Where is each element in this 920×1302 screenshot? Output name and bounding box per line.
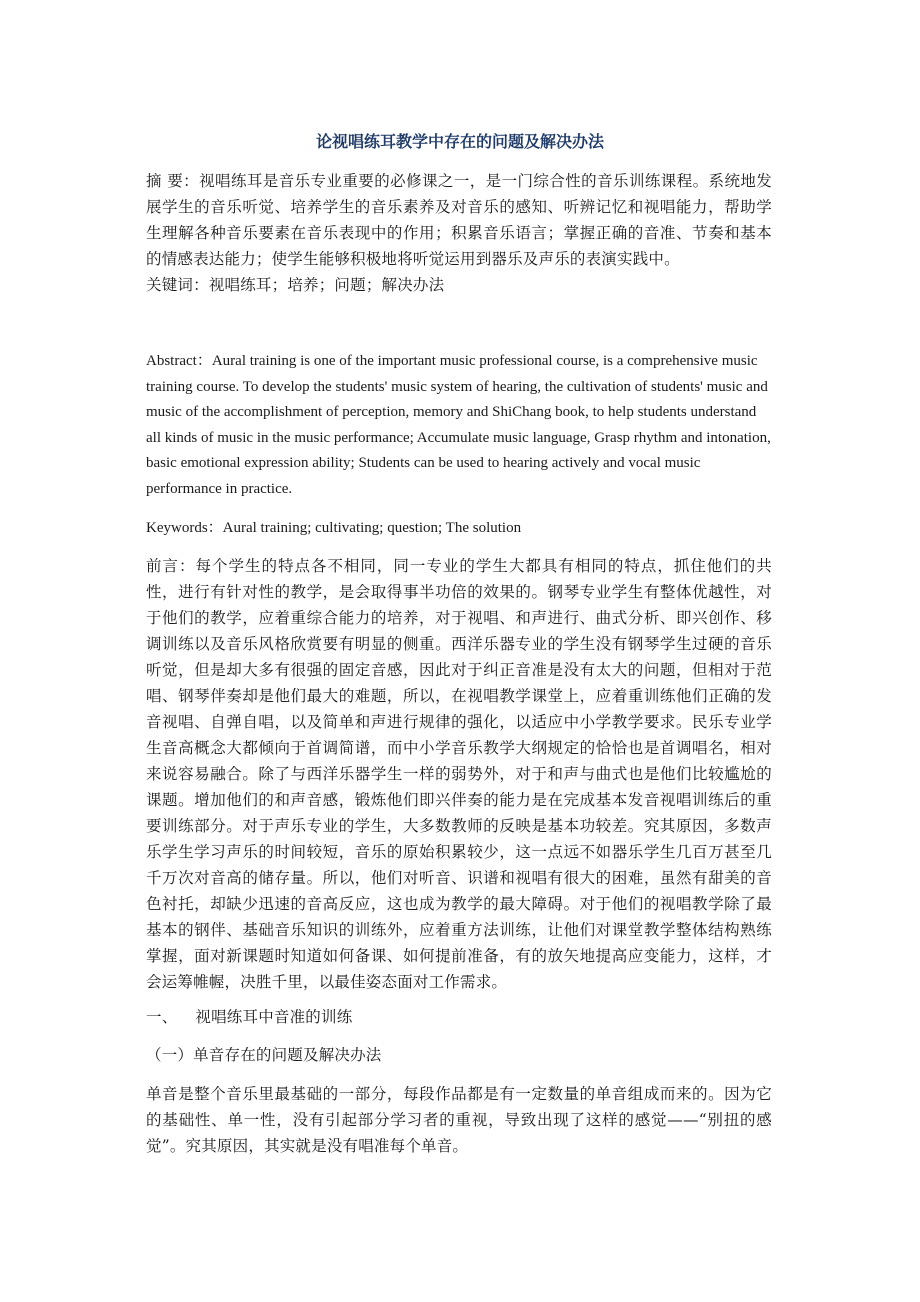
body-section-1 <box>146 1081 772 1159</box>
section-heading-text: 视唱练耳中音准的训练 <box>195 1008 353 1026</box>
keywords-en-text: Aural training; cultivating; question; The solution <box>222 520 522 536</box>
keywords-zh-paragraph <box>146 272 772 298</box>
preface-section <box>146 553 772 995</box>
abstract-zh-paragraph <box>146 168 772 272</box>
section-heading-1 <box>146 1004 772 1030</box>
abstract-zh-label: 摘 要： <box>146 172 200 190</box>
abstract-en-label: Abstract： <box>146 353 212 369</box>
abstract-en-text: Aural training is one of the important music professional course, is a comprehensive music training course. To develop the students' music system of hearing, the cultivation of students' music and music of the accomplishment of perception, memory and ShiChang book, to help students understand all kinds of music in the music performance; Accumulate music language, Grasp rhythm and intonation, basic emotional expression ability; Students can be used to hearing actively and vocal music performance in practice. <box>146 353 771 497</box>
keywords-en-paragraph <box>146 516 772 542</box>
english-abstract <box>146 349 772 502</box>
preface-paragraph: 前言：每个学生的特点各不相同，同一专业的学生大都具有相同的特点，抓住他们的共性，进行有针对性的教学，是会取得事半功倍的效果的。钢琴专业学生有整体优越性，对于他们的教学，应着重综合能力的培养，对于视唱、和声进行、曲式分析、即兴创作、移调训练以及音乐风格欣赏要有明显的侧重。西洋乐器专业的学生没有钢琴学生过硬的音乐听觉，但是却大多有很强的固定音感，因此对于纠正音准是没有太大的问题，但相对于范唱、钢琴伴奏却是他们最大的难题，所以，在视唱教学课堂上，应着重训练他们正确的发音视唱、自弹自唱，以及简单和声进行规律的强化，以适应中小学教学要求。民乐专业学生音高概念大都倾向于首调简谱，而中小学音乐教学大纲规定的恰恰也是首调唱名，相对来说容易融合。除了与西洋乐器学生一样的弱势外，对于和声与曲式也是他们比较尴尬的课题。增加他们的和声音感，锻炼他们即兴伴奏的能力是在完成基本发音视唱训练后的重要训练部分。对于声乐专业的学生，大多数教师的反映是基本功较差。究其原因，多数声乐学生学习声乐的时间较短，音乐的原始积累较少，这一点远不如器乐学生几百万甚至几千万次对音高的储存量。所以，他们对听音、识谱和视唱有很大的困难，虽然有甜美的音色衬托，却缺少迅速的音高反应，这也成为教学的最大障碍。对于他们的视唱教学除了最基本的钢伴、基础音乐知识的训练外，应着重方法训练，让他们对课堂教学整体结构熟练掌握，面对新课题时知道如何备课、如何提前准备，有的放矢地提高应变能力，这样，才会运筹帷幄，决胜千里，以最佳姿态面对工作需求。 <box>146 557 772 991</box>
english-keywords <box>146 516 772 542</box>
abstract-en-paragraph <box>146 349 772 502</box>
keywords-zh-label: 关键词： <box>146 276 209 294</box>
body-paragraph-1: 单音是整个音乐里最基础的一部分，每段作品都是有一定数量的单音组成而来的。因为它的基础性、单一性，没有引起部分学习者的重视，导致出现了这样的感觉——“别扭的感觉”。究其原因，其实就是没有唱准每个单音。 <box>146 1085 772 1155</box>
chinese-abstract <box>146 168 772 298</box>
keywords-zh-text: 视唱练耳；培养；问题；解决办法 <box>208 276 445 294</box>
subsection-heading-1 <box>146 1042 772 1068</box>
section-heading-row <box>146 1004 772 1030</box>
document-title: 论视唱练耳教学中存在的问题及解决办法 <box>315 132 604 151</box>
section-number: 一、 <box>146 1008 178 1026</box>
keywords-en-label: Keywords： <box>146 520 223 536</box>
subsection-heading-text: （一）单音存在的问题及解决办法 <box>146 1046 382 1064</box>
abstract-zh-text: 视唱练耳是音乐专业重要的必修课之一，是一门综合性的音乐训练课程。系统地发展学生的音乐听觉、培养学生的音乐素养及对音乐的感知、听辨记忆和视唱能力，帮助学生理解各种音乐要素在音乐表现中的作用；积累音乐语言；掌握正确的音准、节奏和基本的情感表达能力；使学生能够积极地将听觉运用到器乐及声乐的表演实践中。 <box>146 172 772 268</box>
